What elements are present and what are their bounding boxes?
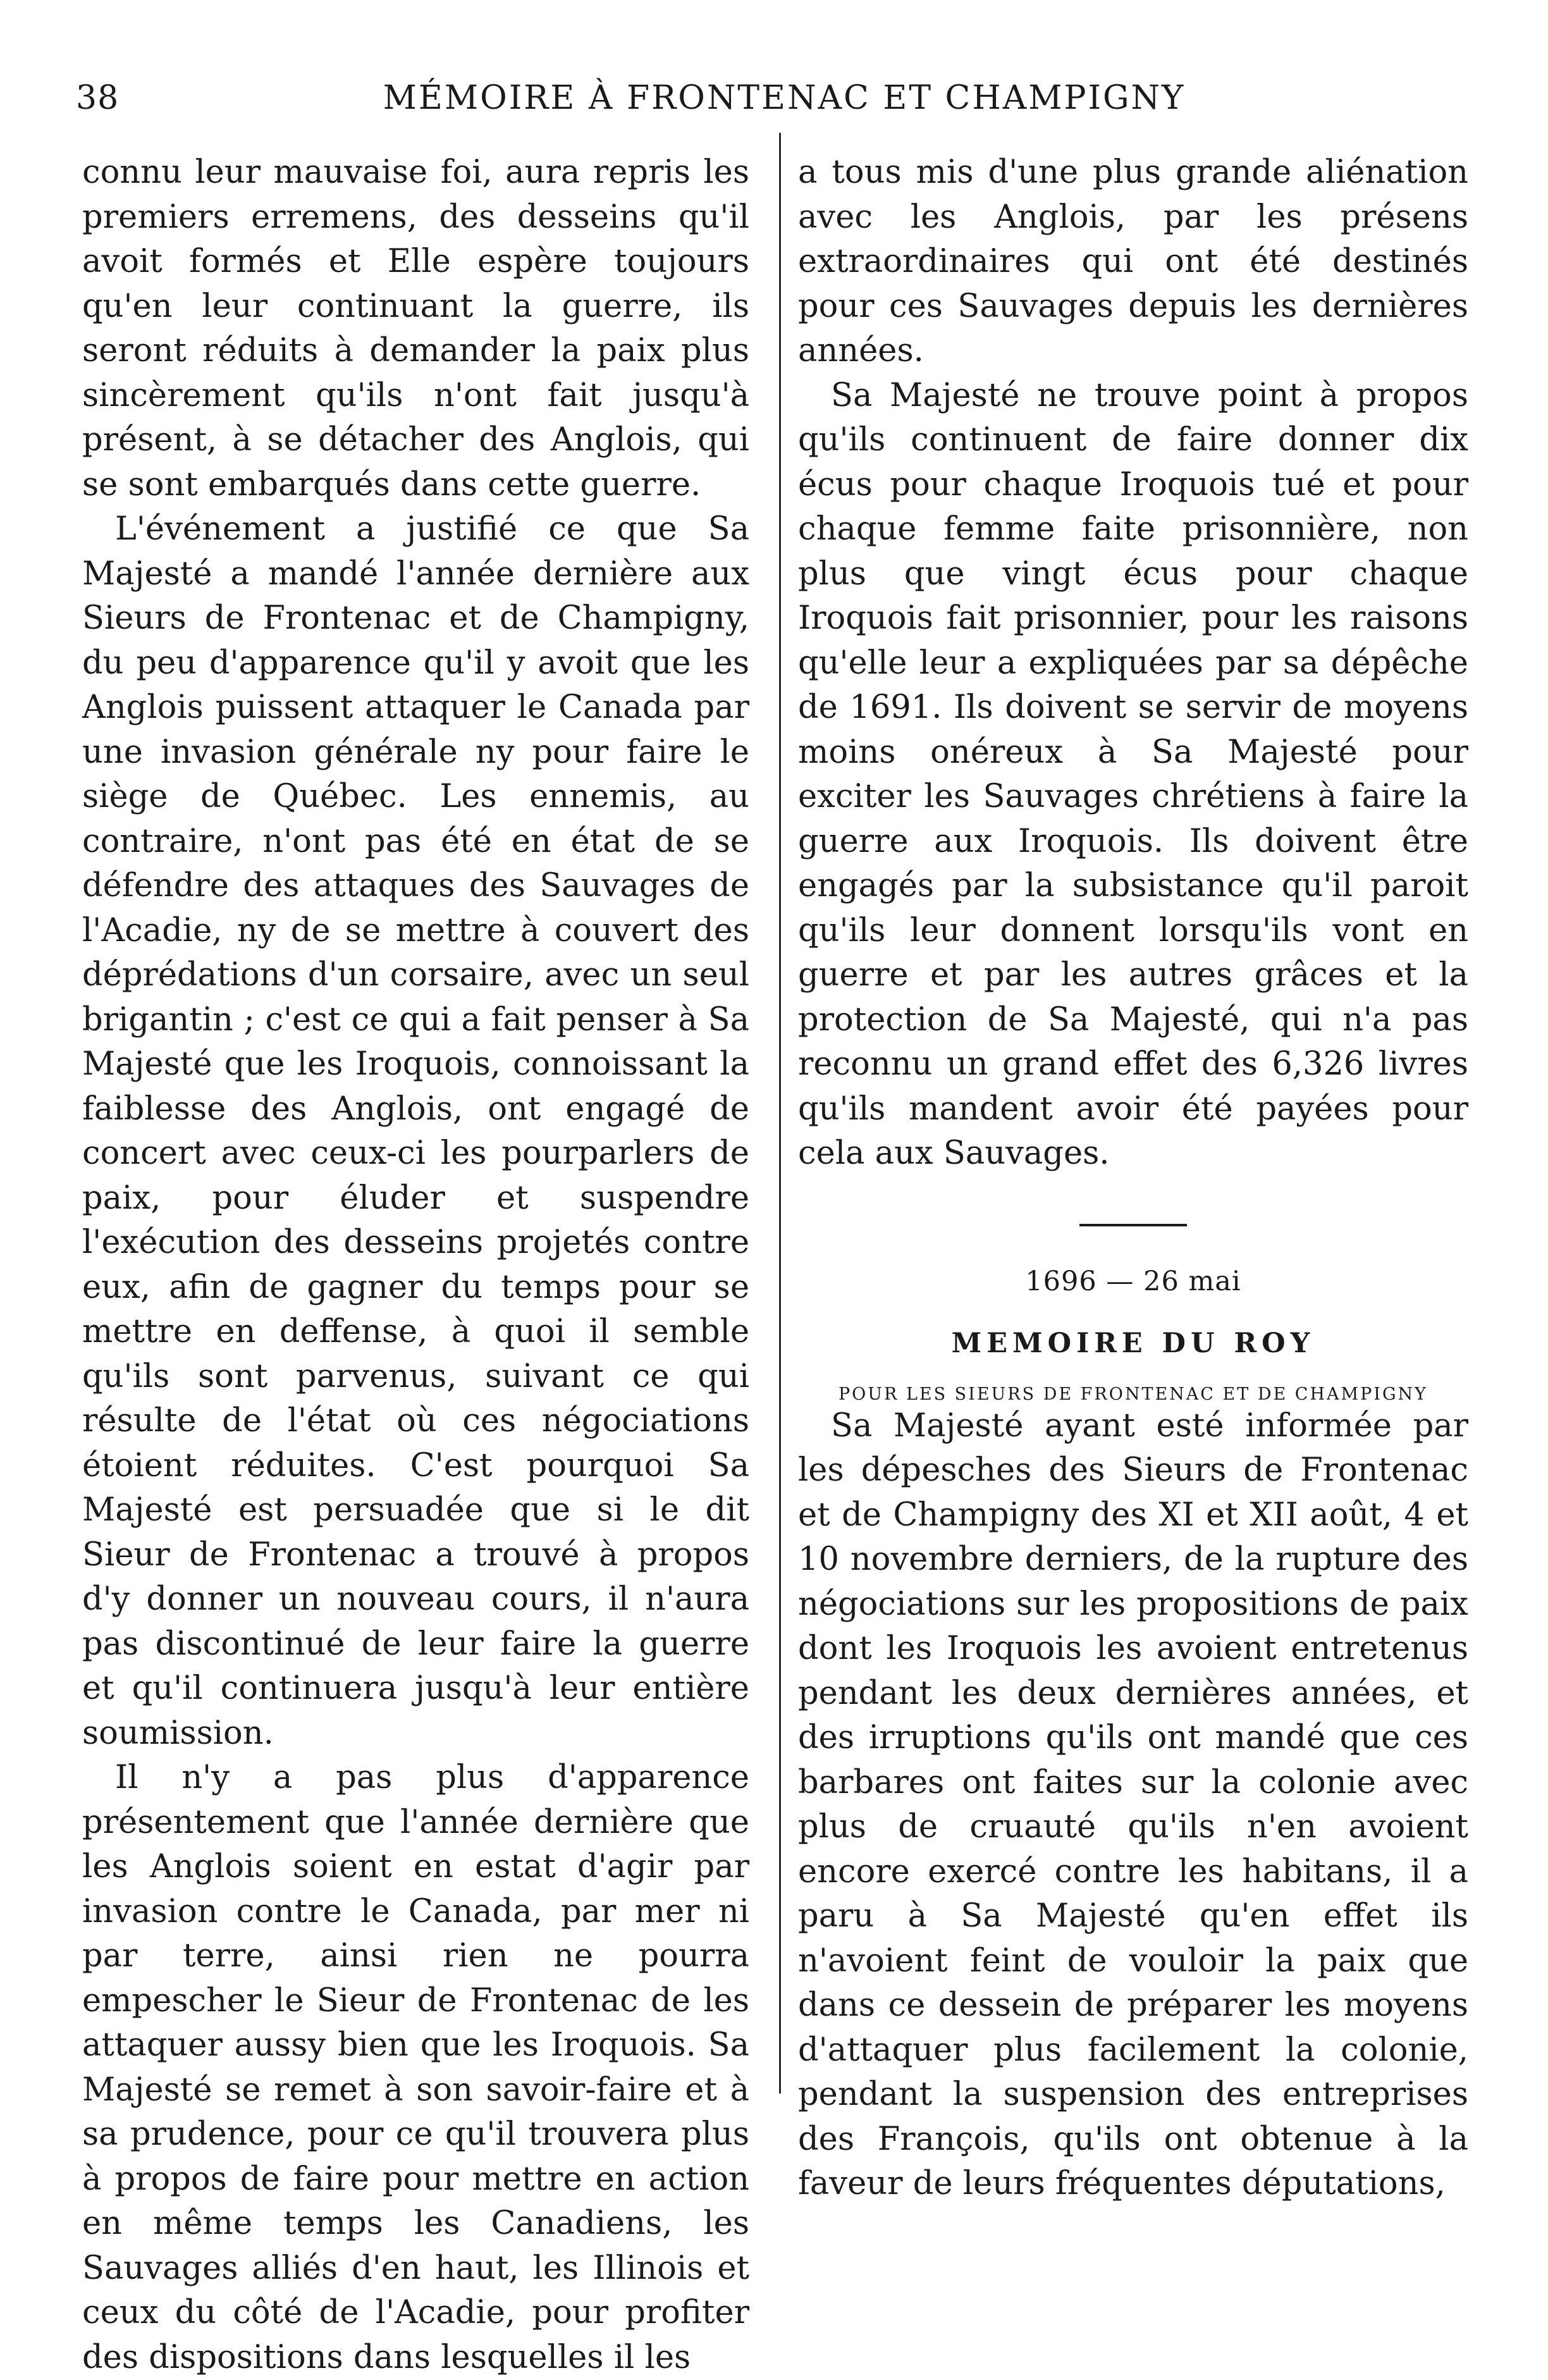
paragraph: Sa Majesté ne trouve point à propos qu'ils continuent de faire donner dix écus pour chaque Iroquois tué et pour chaque femme faite prisonnière, non plus que vingt écus pour chaque Iroquois fait prisonnier, pour les raisons qu'elle leur a expliquées par sa dépêche de 1691. Ils doivent se servir de moyens moins onéreux à Sa Majesté pour exciter les Sauvages chrétiens à faire la guerre aux Iroquois. Ils doivent être engagés par la subsistance qu'il paroit qu'ils leur donnent lorsqu'ils vont en guerre et par les autres grâces et la protection de Sa Majesté, qui n'a pas reconnu un grand effet des 6,326 livres qu'ils mandent avoir été payées pour cela aux Sauvages. xyxy=(798,376,1468,1172)
page-header xyxy=(76,79,1492,123)
section-rule xyxy=(1079,1224,1187,1226)
left-column xyxy=(82,151,749,2380)
paragraph: connu leur mauvaise foi, aura repris les premiers erremens, des desseins qu'il avoit formés et Elle espère toujours qu'en leur continuant la guerre, ils seront réduits à demander la paix plus sincèrement qu'ils n'ont fait jusqu'à présent, à se détacher des Anglois, qui se sont embarqués dans cette guerre. xyxy=(82,154,749,503)
right-column xyxy=(798,151,1468,2207)
document-date: 1696 — 26 mai xyxy=(1025,1265,1241,1297)
paragraph: Il n'y a pas plus d'apparence présentement que l'année dernière que les Anglois soient en estat d'agir par invasion contre le Canada, par mer ni par terre, ainsi rien ne pourra empescher le Sieur de Frontenac de les attaquer aussy bien que les Iroquois. Sa Majesté se remet à son savoir-faire et à sa prudence, pour ce qu'il trouvera plus à propos de faire pour mettre en action en même temps les Canadiens, les Sauvages alliés d'en haut, les Illinois et ceux du côté de l'Acadie, pour profiter des dispositions dans lesquelles il les xyxy=(82,1759,749,2376)
document-subtitle: POUR LES SIEURS DE FRONTENAC ET DE CHAMPIGNY xyxy=(838,1384,1428,1404)
paragraph: Sa Majesté ayant esté informée par les dépesches des Sieurs de Frontenac et de Champigny des XI et XII août, 4 et 10 novembre derniers, de la rupture des négociations sur les propositions de paix dont les Iroquois les avoient entretenus pendant les deux dernières années, et des irruptions qu'ils ont mandé que ces barbares ont faites sur la colonie avec plus de cruauté qu'ils n'en avoient encore exercé contre les habitans, il a paru à Sa Majesté qu'en effet ils n'avoient feint de vouloir la paix que dans ce dessein de préparer les moyens d'attaquer plus facilement la colonie, pendant la suspension des entreprises des François, qu'ils ont obtenue à la faveur de leurs fréquentes députations, xyxy=(798,1407,1468,2202)
page-number: 38 xyxy=(76,79,120,117)
document-title: MEMOIRE DU ROY xyxy=(951,1327,1315,1359)
running-title: MÉMOIRE À FRONTENAC ET CHAMPIGNY xyxy=(383,79,1186,117)
paragraph: L'événement a justifié ce que Sa Majesté a mandé l'année dernière aux Sieurs de Frontenac et de Champigny, du peu d'apparence qu'il y avoit que les Anglois puissent attaquer le Canada par une invasion générale ny pour faire le siège de Québec. Les ennemis, au contraire, n'ont pas été en état de se défendre des attaques des Sauvages de l'Acadie, ny de se mettre à couvert des déprédations d'un corsaire, avec un seul brigantin ; c'est ce qui a fait penser à Sa Majesté que les Iroquois, connoissant la faiblesse des Anglois, ont engagé de concert avec ceux-ci les pourparlers de paix, pour éluder et suspendre l'exécution des desseins projetés contre eux, afin de gagner du temps pour se mettre en deffense, à quoi il semble qu'ils sont parvenus, suivant ce qui résulte de l'état où ces négociations étoient réduites. C'est pourquoi Sa Majesté est persuadée que si le dit Sieur de Frontenac a trouvé à propos d'y donner un nouveau cours, il n'aura pas discontinué de leur faire la guerre et qu'il continuera jusqu'à leur entière soumission. xyxy=(82,510,749,1752)
column-divider xyxy=(779,133,781,2093)
paragraph: a tous mis d'une plus grande aliénation avec les Anglois, par les présens extraordinaires qui ont été destinés pour ces Sauvages depuis les dernières années. xyxy=(798,154,1468,369)
